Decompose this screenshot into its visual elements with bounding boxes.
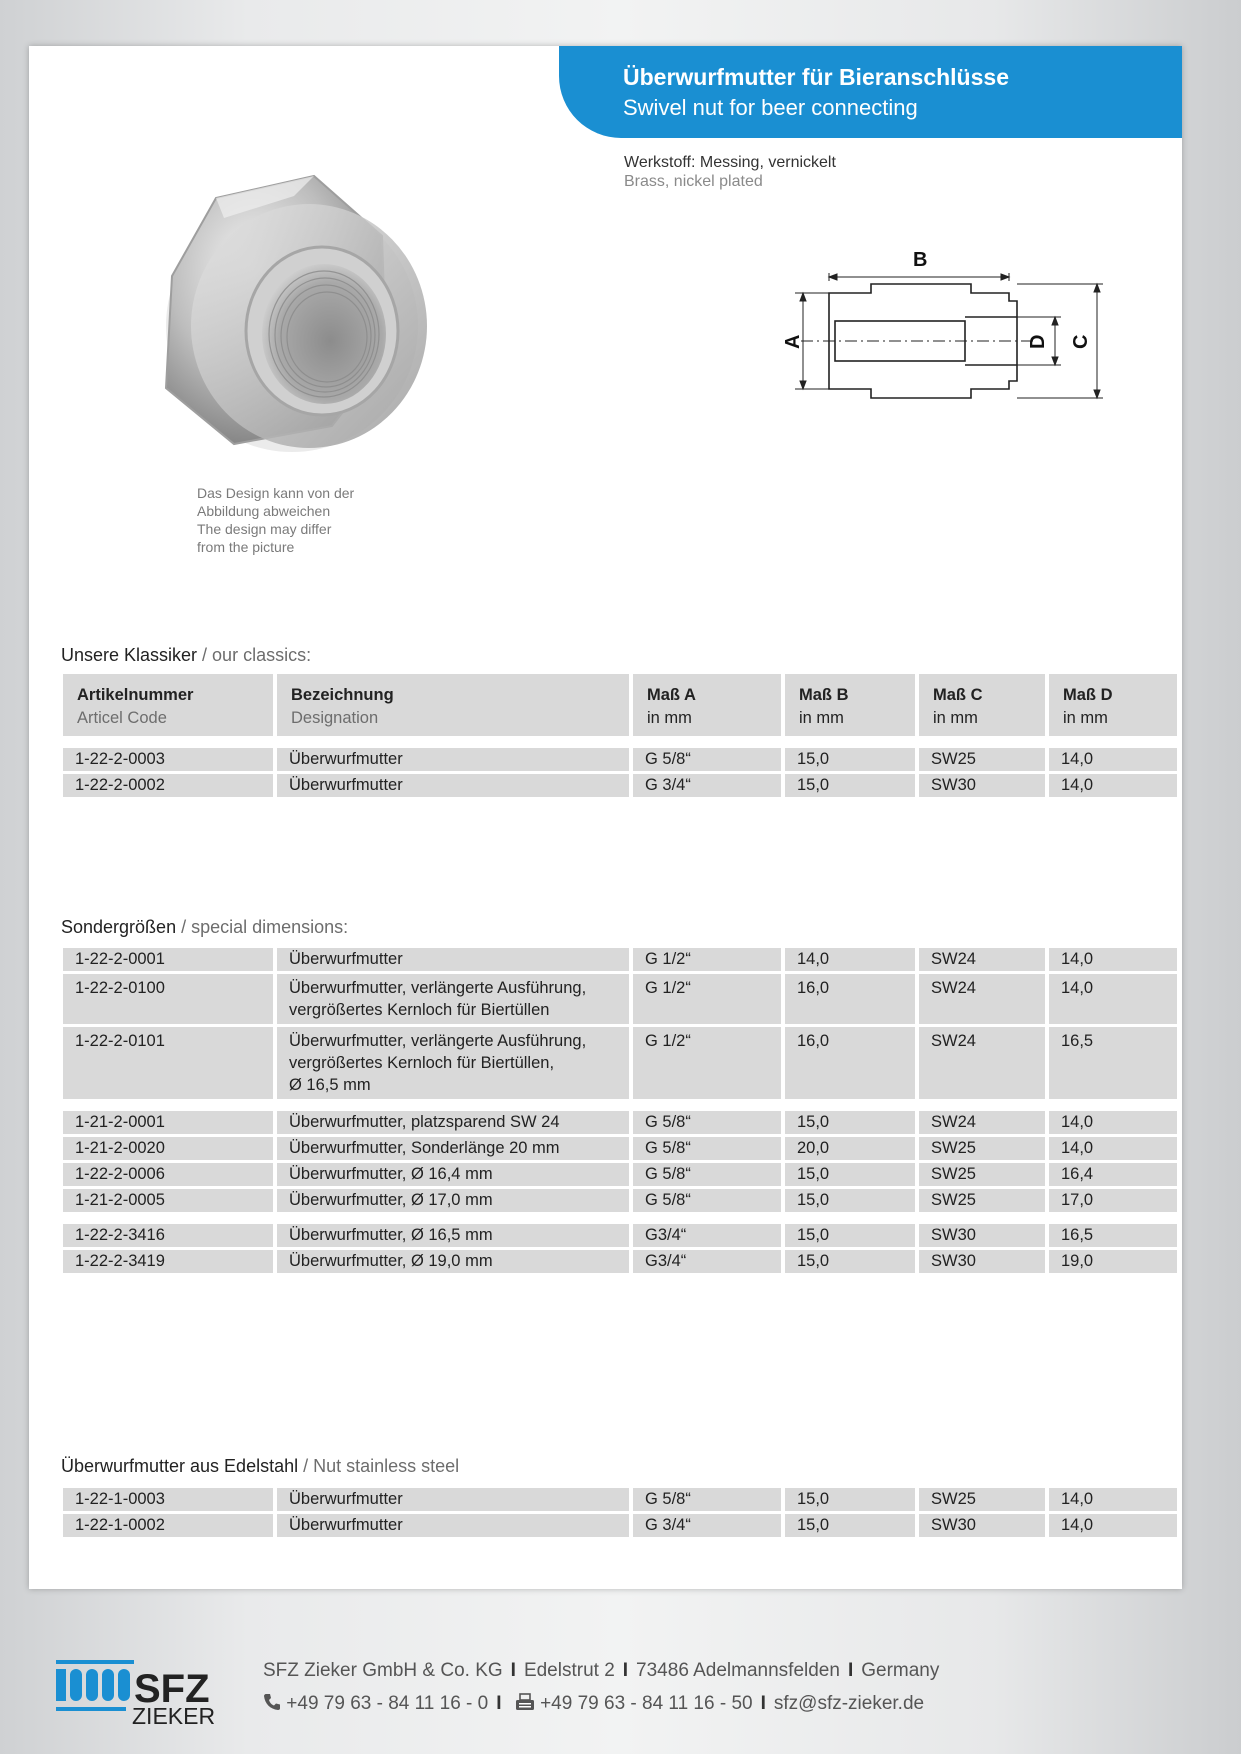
cell-dim-a: G 1/2“: [633, 1027, 781, 1099]
cell-dim-d: 14,0: [1049, 1137, 1177, 1160]
table-row: [63, 1488, 1177, 1511]
cell-dim-a: G 5/8“: [633, 1189, 781, 1212]
fax-icon: [515, 1693, 535, 1711]
section-title-stainless: [61, 1456, 459, 1477]
cell-designation: Überwurfmutter, Ø 16,5 mm: [277, 1224, 629, 1247]
cell-code: 1-22-2-3416: [63, 1224, 273, 1247]
cell-dim-c: SW30: [919, 774, 1045, 797]
company-name: SFZ Zieker GmbH & Co. KG: [263, 1660, 503, 1681]
cell-dim-d: 14,0: [1049, 974, 1177, 1024]
fax-number: +49 79 63 - 84 11 16 - 50: [540, 1693, 753, 1714]
cell-dim-d: 14,0: [1049, 948, 1177, 971]
cell-dim-a: G 5/8“: [633, 1137, 781, 1160]
cell-dim-b: 20,0: [785, 1137, 915, 1160]
cell-designation: Überwurfmutter, Ø 16,4 mm: [277, 1163, 629, 1186]
table-row: [63, 1027, 1177, 1099]
cell-dim-c: SW24: [919, 1027, 1045, 1099]
table-row: [63, 1163, 1177, 1186]
cell-code: 1-21-2-0020: [63, 1137, 273, 1160]
cell-dim-a: G 5/8“: [633, 1488, 781, 1511]
header-dim-b: Maß B in mm: [785, 674, 915, 736]
disclaimer-line: Das Design kann von der: [197, 485, 355, 501]
cell-designation: Überwurfmutter, Sonderlänge 20 mm: [277, 1137, 629, 1160]
cell-dim-d: 19,0: [1049, 1250, 1177, 1273]
cell-dim-c: SW25: [919, 1189, 1045, 1212]
section-title-en: / Nut stainless steel: [298, 1456, 460, 1476]
datasheet: [29, 46, 1182, 1589]
cell-dim-d: 16,4: [1049, 1163, 1177, 1186]
cell-dim-c: SW24: [919, 1111, 1045, 1134]
cell-code: 1-22-2-3419: [63, 1250, 273, 1273]
section-title-de: Sondergrößen: [61, 917, 177, 937]
cell-designation: Überwurfmutter, verlängerte Ausführung, vergrößertes Kernloch für Biertüllen, Ø 16,5 mm: [277, 1027, 629, 1099]
cell-code: 1-21-2-0005: [63, 1189, 273, 1212]
cell-dim-b: 16,0: [785, 1027, 915, 1099]
section-title-special: [61, 917, 348, 938]
classics-table: [59, 671, 1181, 800]
table-row: [63, 1224, 1177, 1247]
cell-dim-c: SW25: [919, 1488, 1045, 1511]
cell-dim-a: G 3/4“: [633, 774, 781, 797]
cell-dim-b: 15,0: [785, 774, 915, 797]
cell-dim-c: SW24: [919, 974, 1045, 1024]
table-row: [63, 1250, 1177, 1273]
disclaimer-line: The design may differ: [197, 521, 332, 537]
technical-drawing: [782, 221, 1119, 461]
material-de: Werkstoff: Messing, vernickelt: [624, 154, 836, 171]
cell-dim-b: 15,0: [785, 1111, 915, 1134]
cell-designation: Überwurfmutter: [277, 948, 629, 971]
table-row: [63, 748, 1177, 771]
footer: [0, 1630, 1241, 1754]
email-address[interactable]: sfz@sfz-zieker.de: [773, 1693, 925, 1714]
special-table: [59, 945, 1181, 1276]
table-header-row: [63, 674, 1177, 736]
cell-dim-b: 15,0: [785, 1224, 915, 1247]
cell-designation: Überwurfmutter: [277, 748, 629, 771]
cell-code: 1-22-2-0003: [63, 748, 273, 771]
cell-dim-b: 15,0: [785, 1488, 915, 1511]
disclaimer-line: from the picture: [197, 539, 295, 555]
material-en: Brass, nickel plated: [624, 173, 763, 190]
stainless-table: [59, 1485, 1181, 1540]
cell-code: 1-22-1-0003: [63, 1488, 273, 1511]
cell-code: 1-22-2-0101: [63, 1027, 273, 1099]
cell-dim-a: G 1/2“: [633, 948, 781, 971]
cell-designation: Überwurfmutter, Ø 19,0 mm: [277, 1250, 629, 1273]
dimension-label-b: B: [913, 249, 928, 271]
phone-icon: [263, 1693, 281, 1711]
cell-code: 1-22-2-0002: [63, 774, 273, 797]
cell-dim-c: SW30: [919, 1514, 1045, 1537]
page-subtitle: Swivel nut for beer connecting: [623, 95, 918, 120]
country: Germany: [861, 1660, 940, 1681]
cell-dim-d: 16,5: [1049, 1027, 1177, 1099]
cell-dim-b: 16,0: [785, 974, 915, 1024]
cell-dim-b: 15,0: [785, 1163, 915, 1186]
dimension-label-a: A: [782, 334, 804, 349]
cell-designation: Überwurfmutter: [277, 774, 629, 797]
cell-dim-b: 15,0: [785, 1514, 915, 1537]
section-title-classics: [61, 645, 311, 666]
header-designation: Bezeichnung Designation: [277, 674, 629, 736]
footer-address: SFZ Zieker GmbH & Co. KG I Edelstrut 2 I 73486 Adelmannsfelden I Germany: [263, 1660, 940, 1681]
city: 73486 Adelmannsfelden: [636, 1660, 840, 1681]
cell-dim-b: 15,0: [785, 1250, 915, 1273]
header-dim-c: Maß C in mm: [919, 674, 1045, 736]
table-row: [63, 774, 1177, 797]
table-row: [63, 974, 1177, 1024]
cell-dim-a: G 5/8“: [633, 1163, 781, 1186]
cell-dim-d: 14,0: [1049, 748, 1177, 771]
table-row: [63, 1514, 1177, 1537]
table-row: [63, 1189, 1177, 1212]
cell-dim-b: 15,0: [785, 748, 915, 771]
header-band: [559, 46, 1182, 138]
phone-number: +49 79 63 - 84 11 16 - 0: [286, 1693, 489, 1714]
dimension-label-c: C: [1070, 334, 1092, 349]
section-title-en: / special dimensions:: [176, 917, 349, 937]
section-title-en: / our classics:: [197, 645, 312, 665]
cell-dim-a: G 3/4“: [633, 1514, 781, 1537]
cell-dim-c: SW30: [919, 1250, 1045, 1273]
material-info: [624, 153, 836, 191]
cell-dim-c: SW24: [919, 948, 1045, 971]
cell-designation: Überwurfmutter: [277, 1514, 629, 1537]
cell-dim-d: 14,0: [1049, 774, 1177, 797]
product-photo: [124, 126, 454, 466]
table-row: [63, 1111, 1177, 1134]
cell-dim-a: G3/4“: [633, 1250, 781, 1273]
cell-code: 1-22-2-0006: [63, 1163, 273, 1186]
table-row: [63, 1137, 1177, 1160]
section-title-de: Überwurfmutter aus Edelstahl: [61, 1456, 299, 1476]
logo-text-zieker: ZIEKER: [132, 1703, 216, 1729]
cell-dim-c: SW25: [919, 1137, 1045, 1160]
cell-code: 1-22-2-0001: [63, 948, 273, 971]
company-logo: [56, 1660, 226, 1729]
section-title-de: Unsere Klassiker: [61, 645, 198, 665]
street: Edelstrut 2: [523, 1660, 615, 1681]
cell-dim-c: SW25: [919, 748, 1045, 771]
cell-dim-c: SW25: [919, 1163, 1045, 1186]
table-row: [63, 948, 1177, 971]
cell-code: 1-21-2-0001: [63, 1111, 273, 1134]
cell-dim-c: SW30: [919, 1224, 1045, 1247]
disclaimer-line: Abbildung abweichen: [197, 503, 331, 519]
page-title: Überwurfmutter für Bieranschlüsse: [623, 64, 1009, 90]
cell-dim-d: 14,0: [1049, 1488, 1177, 1511]
footer-contact: +49 79 63 - 84 11 16 - 0 I +49 79 63 - 84 11 16 - 50 I sfz@sfz-zieker.de: [263, 1693, 924, 1715]
header-code: Artikelnummer Articel Code: [63, 674, 273, 736]
cell-dim-d: 17,0: [1049, 1189, 1177, 1212]
cell-dim-b: 15,0: [785, 1189, 915, 1212]
cell-designation: Überwurfmutter: [277, 1488, 629, 1511]
cell-dim-b: 14,0: [785, 948, 915, 971]
cell-dim-d: 16,5: [1049, 1224, 1177, 1247]
cell-dim-a: G3/4“: [633, 1224, 781, 1247]
cell-designation: Überwurfmutter, Ø 17,0 mm: [277, 1189, 629, 1212]
cell-code: 1-22-1-0002: [63, 1514, 273, 1537]
cell-dim-d: 14,0: [1049, 1111, 1177, 1134]
cell-dim-a: G 5/8“: [633, 1111, 781, 1134]
header-dim-a: Maß A in mm: [633, 674, 781, 736]
cell-dim-a: G 1/2“: [633, 974, 781, 1024]
header-dim-d: Maß D in mm: [1049, 674, 1177, 736]
design-disclaimer: [197, 484, 354, 556]
dimension-label-d: D: [1027, 334, 1049, 349]
cell-designation: Überwurfmutter, platzsparend SW 24: [277, 1111, 629, 1134]
cell-dim-d: 14,0: [1049, 1514, 1177, 1537]
cell-dim-a: G 5/8“: [633, 748, 781, 771]
cell-designation: Überwurfmutter, verlängerte Ausführung, vergrößertes Kernloch für Biertüllen: [277, 974, 629, 1024]
logo-text-sfz: SFZ: [134, 1667, 210, 1711]
cell-code: 1-22-2-0100: [63, 974, 273, 1024]
